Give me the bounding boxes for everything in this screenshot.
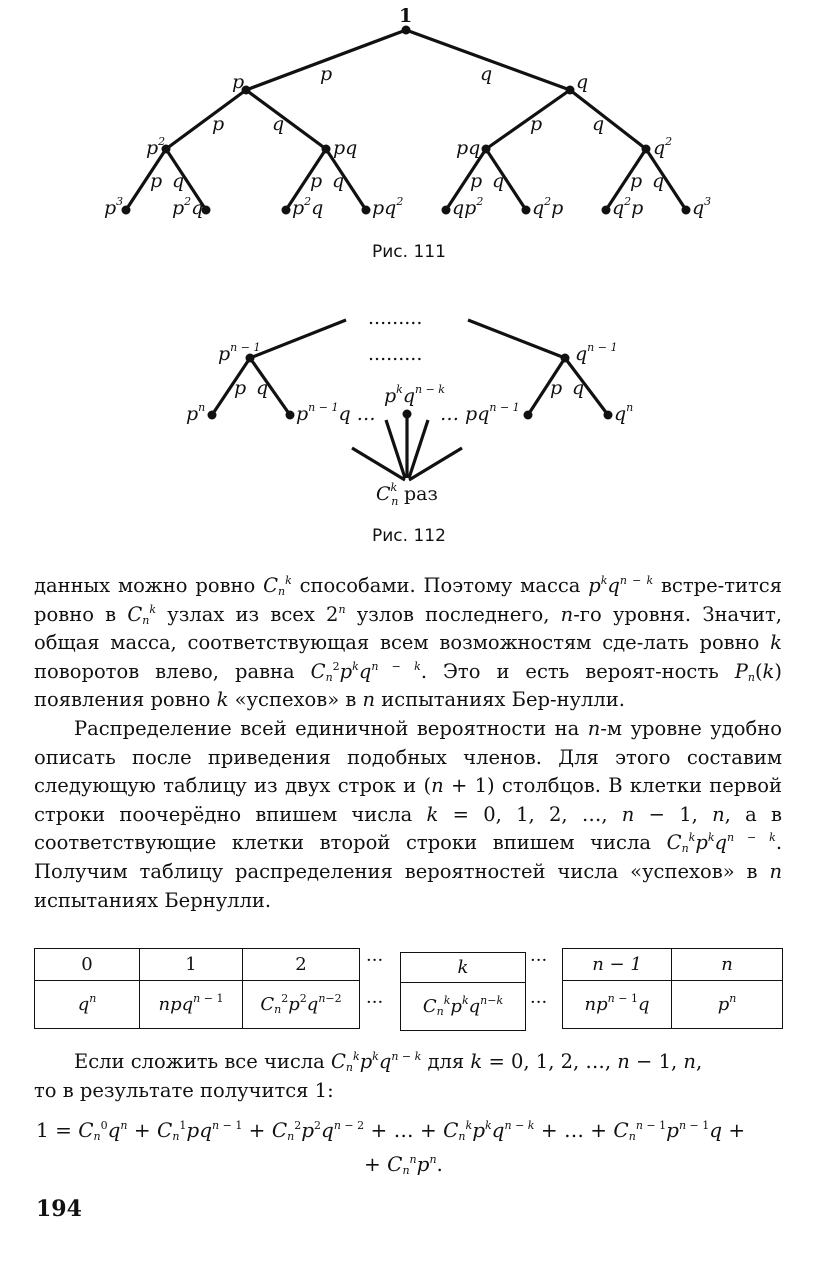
table-ellipsis: ··· [366,950,384,971]
svg-text:q: q [272,113,285,135]
table-header-cell: 0 [35,949,140,981]
leaf-label: $q^3$ [692,195,712,219]
table-header-cell: k [401,953,526,983]
svg-text:p: p [212,113,225,135]
svg-text:q: q [572,377,585,399]
figures [0,0,814,560]
svg-text:p: p [530,113,543,135]
distribution-table-middle [400,952,526,1031]
body-text-2: Если сложить все числа $C_n^kp^kq^{n - k}$ для k = 0, 1, 2, …, n − 1, n, то в результате получится 1: [34,1050,703,1102]
node-label: $p^2$ [146,135,166,159]
leaf-label: $p^2q$ [292,195,324,219]
svg-text:q: q [172,170,185,192]
leaf-label: $q^2p$ [532,195,564,219]
svg-text:p: p [310,170,323,192]
leaf-label: $p^3$ [104,195,124,219]
table-cell: $C_n^kp^kq^{n-k}$ [401,983,526,1031]
table-cell: $C_n^2p^2q^{n-2}$ [243,981,360,1029]
table-ellipsis: ··· [366,992,384,1013]
edge-label: q [480,63,493,85]
svg-text:.........: ......... [368,307,423,329]
table-cell: $np^{n - 1}q$ [563,981,672,1029]
count-label: раз [404,483,438,505]
table-header-cell: 2 [243,949,360,981]
node-label: pq [333,137,358,159]
svg-text:p: p [150,170,163,192]
svg-text:qn − 1: $q^{n - 1}$ [575,341,618,365]
table-header-cell: n − 1 [563,949,672,981]
sum-formula-line1: $1 = C_n^0q^n + C_n^1pq^{n - 1} + C_n^2p^2q^{n - 2}$ + … + $C_n^kp^kq^{n - k}$ + … + $C_n^{n - 1}p^{n - 1}q$ + [36,1118,746,1143]
node-label: $q^2$ [653,135,673,159]
node-label: p [232,71,245,93]
table-cell: $p^n$ [672,981,783,1029]
table-cell: npq$^{n - 1}$ [140,981,243,1029]
leaf-label: $p^2q$ [172,195,204,219]
svg-text:q: q [256,377,269,399]
svg-text:q: q [332,170,345,192]
table-header-cell: 1 [140,949,243,981]
svg-text:.........: ......... [368,343,423,365]
distribution-table-left [34,948,360,1029]
figure-111-labels [104,5,711,262]
distribution-table-right [562,948,783,1029]
svg-text:pn − 1q …: $p^{n - 1}q$ … [296,401,376,425]
figure-111-caption: Рис. 111 [372,242,446,262]
node-label: pq [456,137,481,159]
svg-text:p: p [630,170,643,192]
svg-text:pn: $p^n$ [186,401,206,425]
svg-text:qn: $q^n$ [614,401,634,425]
root-label: 1 [399,5,413,27]
page-number: 194 [36,1196,82,1222]
leaf-label: $qp^2$ [452,195,484,219]
table-ellipsis: ··· [530,992,548,1013]
table-header-cell: n [672,949,783,981]
leaf-label: $q^2p$ [612,195,644,219]
edge-label: p [320,63,333,85]
svg-text:q: q [492,170,505,192]
leaf-label: $pq^2$ [372,195,404,219]
table-ellipsis: ··· [530,950,548,971]
figure-112-labels [186,307,633,546]
svg-text:pkqn − k: $p^kq^{n - k}$ [384,383,445,407]
svg-text:p: p [234,377,247,399]
table-cell: $q^n$ [35,981,140,1029]
svg-text:q: q [592,113,605,135]
svg-text:p: p [470,170,483,192]
sum-formula-line2: + $C_n^np^n$. [364,1152,443,1177]
svg-text:Ckn: $C^k$ n [376,481,399,508]
figure-112-caption: Рис. 112 [372,526,446,546]
node-label: q [576,71,589,93]
body-text-1: данных можно ровно $C_n^k$ способами. Поэтому масса $p^kq^{n - k}$ встре-тится ровно в $C_n^k$ узлах из всех 2$^n$ узлов последнего, n-го уровня. Значит, общая масса, соответствующая всем возможностям сде-лать ровно k поворотов влево, равна $C_n^2p^kq^{n - k}$. Это и есть вероят-ность $P_n(k)$ появления ровно k «успехов» в n испытаниях Бер-нулли. Распределение всей единичной вероятности на n-м уровне удобно описать после приведения подобных членов. Для этого составим следующую таблицу из двух строк и (n + 1) столбцов. В клетки первой строки поочерёдно впишем числа k = 0, 1, 2, …, n − 1, n, а в соответствующие клетки второй строки впишем числа $C_n^kp^kq^{n - k}$. Получим таблицу распределения вероятностей числа «успехов» в n испытаниях Бернулли. [34,574,783,912]
svg-text:q: q [652,170,665,192]
svg-text:p: p [550,377,563,399]
svg-text:pn − 1: $p^{n - 1}$ [218,341,261,365]
svg-text:… pqn − 1: … $pq^{n - 1}$ [440,401,520,425]
